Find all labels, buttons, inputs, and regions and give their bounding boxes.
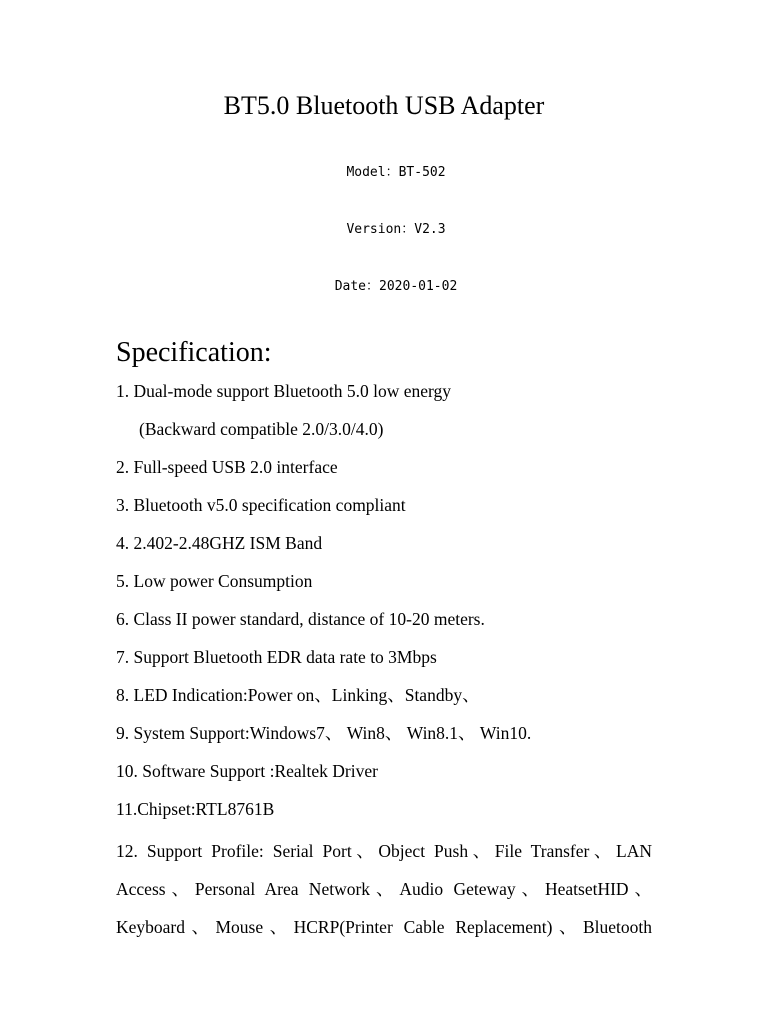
spec-item-12-line: Keyboard、Mouse、HCRP(Printer Cable Replacement)、Bluetooth [116, 917, 652, 937]
spec-item-6: 6. Class II power standard, distance of 10-20 meters. [116, 609, 485, 629]
spec-item-11: 11.Chipset:RTL8761B [116, 799, 275, 819]
document-title: BT5.0 Bluetooth USB Adapter [223, 91, 545, 120]
spec-item-7: 7. Support Bluetooth EDR data rate to 3Mbps [116, 647, 437, 667]
specification-list [116, 378, 656, 834]
spec-item-12 [116, 832, 652, 946]
spec-item-2: 2. Full-speed USB 2.0 interface [116, 457, 338, 477]
spec-item-9: 9. System Support:Windows7、 Win8、 Win8.1、 Win10. [116, 723, 532, 743]
specification-heading: Specification: [116, 337, 272, 368]
spec-item-8: 8. LED Indication:Power on、Linking、Standby、 [116, 685, 480, 705]
version-line: Version：V2.3 [346, 222, 446, 237]
spec-item-1-note: (Backward compatible 2.0/3.0/4.0) [139, 419, 384, 439]
spec-item-10: 10. Software Support :Realtek Driver [116, 761, 378, 781]
model-line: Model：BT-502 [346, 165, 446, 180]
spec-item-1: 1. Dual-mode support Bluetooth 5.0 low energy [116, 381, 452, 401]
date-line: Date：2020-01-02 [334, 279, 458, 294]
spec-item-5: 5. Low power Consumption [116, 571, 313, 591]
spec-item-12-line: Access、Personal Area Network、Audio Geteway、HeatsetHID、 [116, 879, 652, 899]
spec-item-3: 3. Bluetooth v5.0 specification compliant [116, 495, 406, 515]
spec-item-4: 4. 2.402-2.48GHZ ISM Band [116, 533, 323, 553]
spec-item-12-line: 12. Support Profile: Serial Port、Object Push、File Transfer、LAN [116, 841, 652, 861]
